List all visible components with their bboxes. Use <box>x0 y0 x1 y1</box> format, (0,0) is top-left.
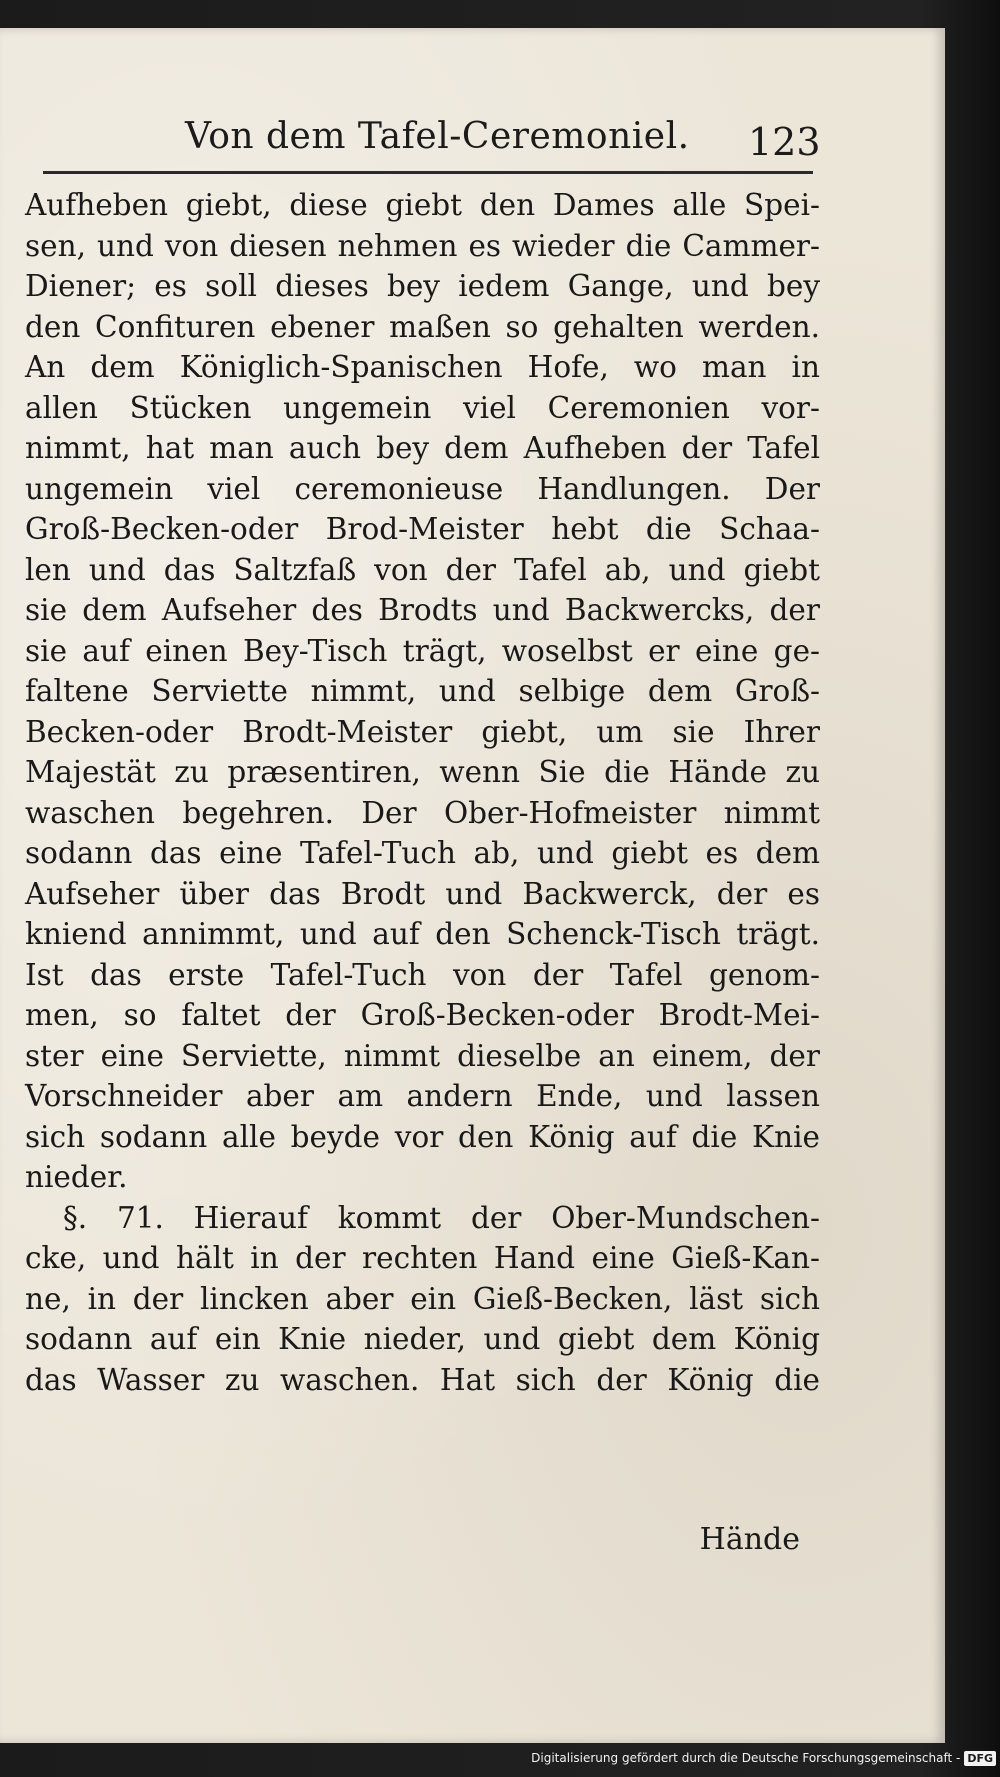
text-line: waschen begehren. Der Ober-Hofmeister nimmt <box>25 795 820 830</box>
text-line: men, so faltet der Groß-Becken-oder Brodt-Mei- <box>25 998 820 1032</box>
header-rule <box>43 171 813 174</box>
digitization-credit <box>531 1747 996 1769</box>
text-line: das Wasser zu waschen. Hat sich der König die <box>25 1362 820 1397</box>
text-line: len und das Saltzfaß von der Tafel ab, und giebt <box>25 552 820 587</box>
text-line: kniend annimmt, und auf den Schenck-Tisch trägt. <box>25 917 820 951</box>
running-title: Von dem Tafel-Ceremoniel. <box>185 116 690 157</box>
text-line: Groß-Becken-oder Brod-Meister hebt die Schaa- <box>25 512 820 546</box>
text-line: sodann auf ein Knie nieder, und giebt dem König <box>25 1322 820 1356</box>
page-header <box>35 94 821 174</box>
page-number: 123 <box>748 120 821 164</box>
text-line: An dem Königlich-Spanischen Hofe, wo man in <box>25 350 820 384</box>
text-line: sie dem Aufseher des Brodts und Backwercks, der <box>25 593 820 627</box>
book-page <box>0 28 945 1743</box>
text-line: ne, in der lincken aber ein Gieß-Becken, läst sich <box>25 1281 820 1316</box>
text-line: Diener; es soll dieses bey iedem Gange, und bey <box>25 269 820 303</box>
text-line: nimmt, hat man auch bey dem Aufheben der Tafel <box>25 431 820 465</box>
text-line: Aufheben giebt, diese giebt den Dames alle Spei- <box>25 188 820 222</box>
text-line: cke, und hält in der rechten Hand eine Gieß-Kan- <box>25 1241 820 1275</box>
section-paragraph-start: §. 71. Hierauf kommt der Ober-Mundschen- <box>63 1200 820 1235</box>
text-line: sodann das eine Tafel-Tuch ab, und giebt es dem <box>25 836 820 870</box>
text-line: ster eine Serviette, nimmt dieselbe an einem, der <box>25 1038 820 1073</box>
text-line: faltene Serviette nimmt, und selbige dem Groß- <box>25 674 820 708</box>
catchword: Hände <box>699 1522 800 1557</box>
dfg-logo: DFG <box>964 1751 996 1766</box>
text-line: nieder. <box>25 1160 128 1194</box>
credit-text: Digitalisierung gefördert durch die Deutsche Forschungsgemeinschaft - <box>531 1751 961 1765</box>
text-line: Vorschneider aber am andern Ende, und lassen <box>25 1079 820 1113</box>
body-text <box>25 185 820 1400</box>
text-line: sie auf einen Bey-Tisch trägt, woselbst er eine ge- <box>25 633 820 668</box>
text-line: Becken-oder Brodt-Meister giebt, um sie Ihrer <box>25 714 820 749</box>
text-line: sich sodann alle beyde vor den König auf die Knie <box>25 1119 820 1154</box>
text-line: allen Stücken ungemein viel Ceremonien vor- <box>25 390 820 425</box>
text-line: Aufseher über das Brodt und Backwerck, der es <box>25 876 820 911</box>
text-line: Ist das erste Tafel-Tuch von der Tafel genom- <box>25 957 820 992</box>
text-line: Majestät zu præsentiren, wenn Sie die Hände zu <box>25 755 820 789</box>
text-line: den Confituren ebener maßen so gehalten werden. <box>25 309 820 344</box>
text-line: ungemein viel ceremonieuse Handlungen. Der <box>25 471 820 506</box>
text-line: sen, und von diesen nehmen es wieder die Cammer- <box>25 228 820 263</box>
